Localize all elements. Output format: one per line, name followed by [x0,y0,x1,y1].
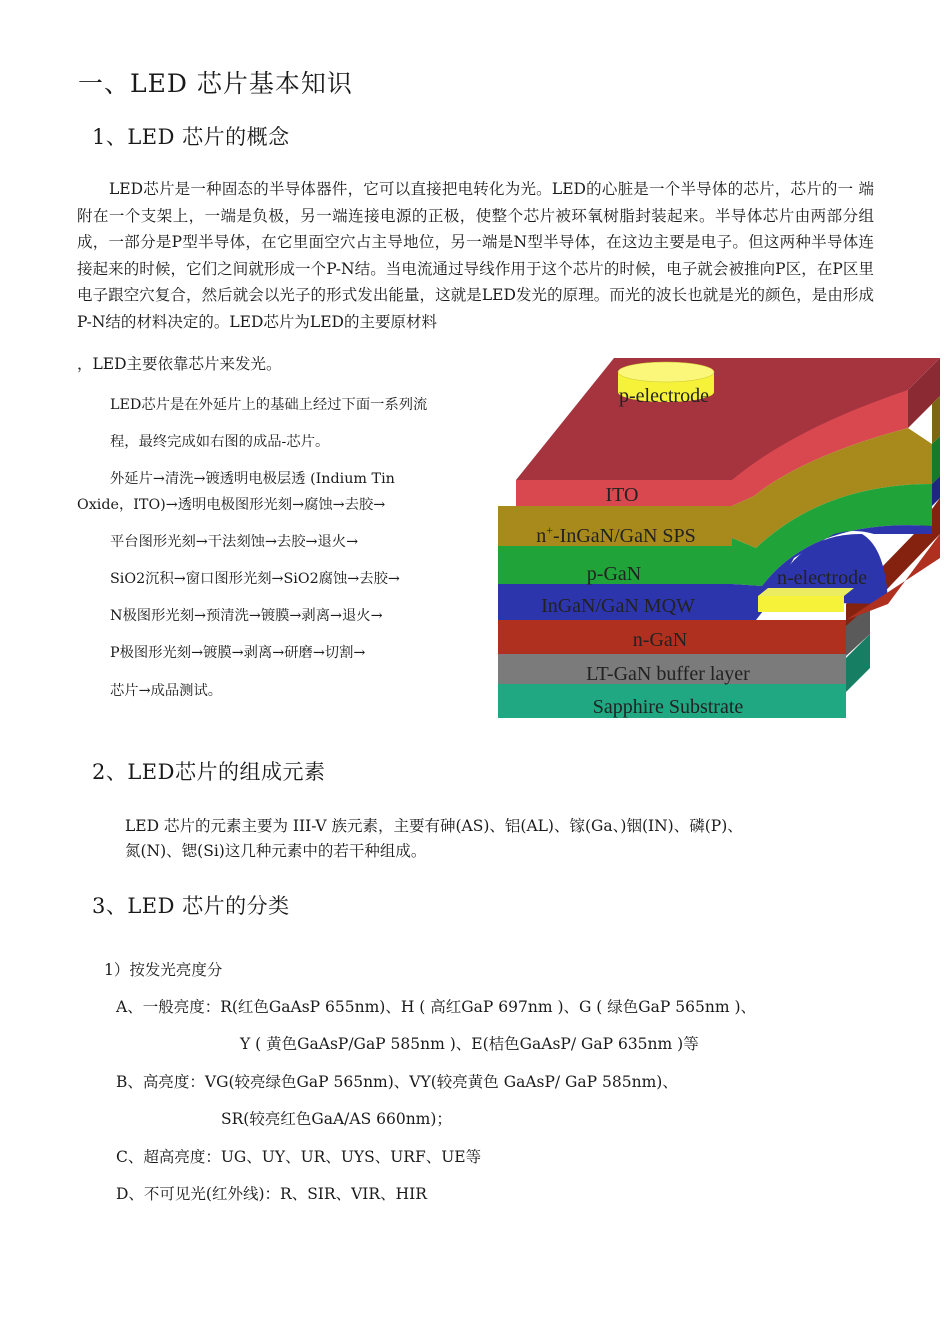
n-electrode-label: n-electrode [777,567,867,589]
classification-line: D、不可见光(红外线)：R、SIR、VIR、HIR [116,1185,427,1203]
ngan-label: n-GaN [632,629,688,651]
section-heading-elements: 2、LED芯片的组成元素 [92,760,326,784]
classification-line: A、一般亮度：R(红色GaAsP 655nm)、H ( 高红GaP 697nm )、G ( 绿色GaP 565nm )、 [116,998,756,1016]
p-electrode [618,362,714,382]
classification-subheading: 1）按发光亮度分 [104,961,223,979]
classification-line: B、高亮度：VG(较亮绿色GaP 565nm)、VY(较亮黄色 GaAsP/ GaP 585nm)、 [116,1073,678,1091]
process-step-line: 平台图形光刻→干法刻蚀→去胶→退火→ [110,534,359,550]
led-chip-structure-diagram [494,358,950,722]
classification-line: C、超高亮度：UG、UY、UR、UYS、URF、UE等 [116,1148,482,1166]
ito-label: ITO [605,484,639,506]
concept-paragraph: LED芯片是一种固态的半导体器件，它可以直接把电转化为光。LED的心脏是一个半导体的芯片，芯片的一 端附在一个支架上，一端是负极，另一端连接电源的正极，使整个芯片被环氧树脂封装起来。半导体芯片由两部分组成，一部分是P型半导体，在它里面空穴占主导地位，另一端是N型半导体，在这边主要是电子。但这两种半导体连接起来的时候，它们之间就形成一个P-N结。当电流通过导线作用于这个芯片的时候，电子就会被推向P区，在P区里电子跟空穴复合，然后就会以光子的形式发出能量，这就是LED发光的原理。而光的波长也就是光的颜色，是由形成P-N结的材料决定的。LED芯片为LED的主要原材料 [77,180,874,331]
pgan-label: p-GaN [586,563,642,585]
classification-line: Y ( 黄色GaAsP/GaP 585nm )、E(桔色GaAsP/ GaP 635nm )等 [240,1035,699,1053]
section-heading-classification: 3、LED 芯片的分类 [92,894,290,918]
process-step-line: N极图形光刻→预清洗→镀膜→剥离→退火→ [110,608,383,624]
process-step-line: SiO2沉积→窗口图形光刻→SiO2腐蚀→去胶→ [110,571,400,587]
process-intro-line: LED芯片是在外延片上的基础上经过下面一系列流 [110,397,428,413]
buffer-label: LT-GaN buffer layer [586,663,750,685]
sapphire-label: Sapphire Substrate [592,696,744,718]
elements-line: 氮(N)、锶(Si)这几种元素中的若干种组成。 [125,842,427,860]
process-step-line: P极图形光刻→镀膜→剥离→研磨→切割→ [110,645,366,661]
process-step-line: 外延片→清洗→镀透明电极层透 (Indium Tin [110,471,395,487]
sps-label: n+-InGaN/GaN SPS [536,523,696,547]
process-step-line: Oxide，ITO)→透明电极图形光刻→腐蚀→去胶→ [77,497,386,513]
p-electrode-label: p-electrode [619,385,709,407]
concept-paragraph-tail: ，LED主要依靠芯片来发光。 [77,355,282,373]
process-intro-line: 程，最终完成如右图的成品-芯片。 [110,434,330,450]
classification-line: SR(较亮红色GaA/AS 660nm)； [221,1110,452,1128]
process-step-line: 芯片→成品测试。 [110,683,223,699]
section-heading-concept: 1、LED 芯片的概念 [92,125,290,149]
elements-line: LED 芯片的元素主要为 III-V 族元素，主要有砷(AS)、铝(AL)、镓(Ga、)铟(IN)、磷(P)、 [125,817,743,835]
page-title: 一、LED 芯片基本知识 [78,69,353,98]
mqw-label: InGaN/GaN MQW [541,595,695,617]
n-electrode [758,596,844,612]
